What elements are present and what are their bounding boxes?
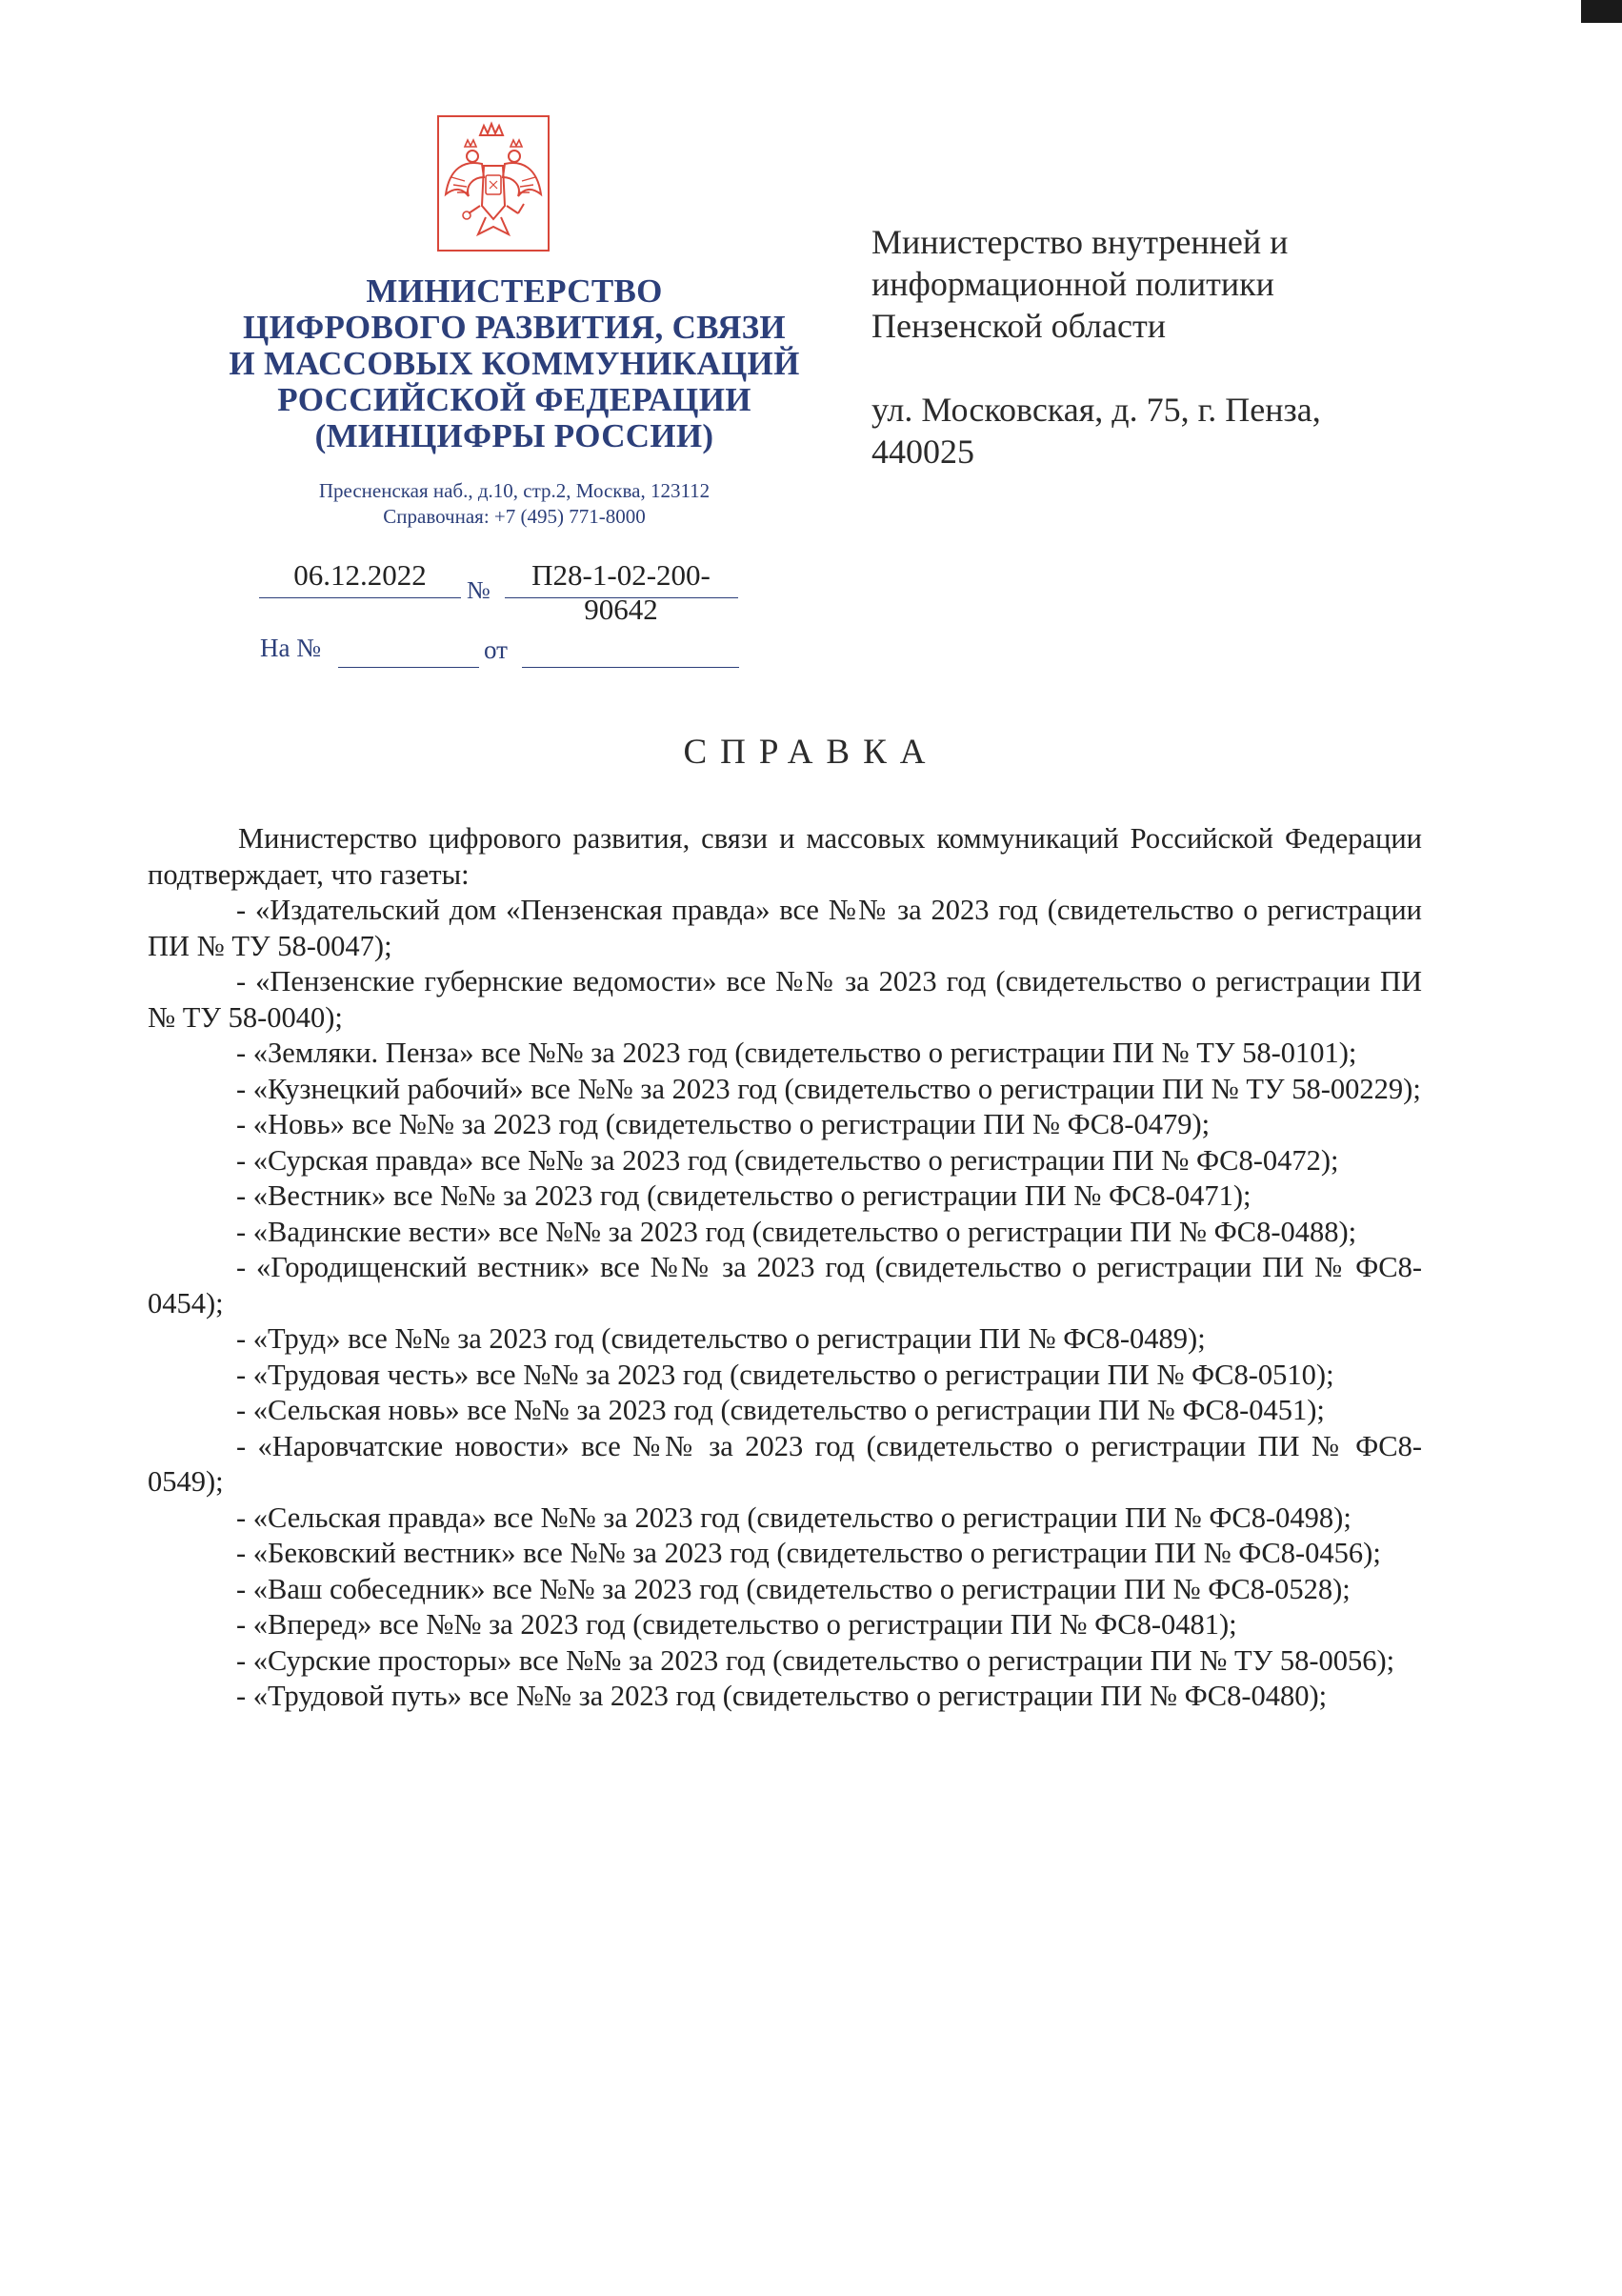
reply-to-label: На № — [260, 634, 321, 662]
intro-paragraph: Министерство цифрового развития, связи и массовых коммуникаций Российской Федерации подтверждает, что газеты: — [148, 822, 1422, 891]
recipient-name-line: Пензенской области — [871, 307, 1166, 345]
newspaper-item: - «Трудовая честь» все №№ за 2023 год (свидетельство о регистрации ПИ № ФС8-0510); — [236, 1358, 1334, 1391]
reply-number-blank — [338, 667, 479, 668]
newspaper-item: - «Бековский вестник» все №№ за 2023 год (свидетельство о регистрации ПИ № ФС8-0456); — [236, 1537, 1381, 1569]
document-title: СПРАВКА — [683, 733, 939, 772]
outgoing-number: П28-1-02-200-90642 — [531, 558, 711, 626]
ministry-name-line: (МИНЦИФРЫ РОССИИ) — [314, 417, 714, 454]
number-sign: № — [467, 576, 491, 604]
newspaper-item: - «Сельская правда» все №№ за 2023 год (свидетельство о регистрации ПИ № ФС8-0498); — [236, 1500, 1352, 1534]
document-body — [148, 821, 1422, 1715]
coat-of-arms-icon — [436, 114, 551, 252]
recipient-name-line: информационной политики — [871, 265, 1274, 303]
number-underline — [505, 597, 738, 598]
date-underline — [259, 597, 461, 598]
newspaper-item: - «Земляки. Пенза» все №№ за 2023 год (свидетельство о регистрации ПИ № ТУ 58-0101); — [236, 1037, 1357, 1069]
recipient-block — [871, 221, 1405, 473]
reply-from-label: от — [484, 635, 508, 664]
ministry-name-line: МИНИСТЕРСТВО — [366, 272, 663, 310]
ministry-address: Пресненская наб., д.10, стр.2, Москва, 123112 — [318, 479, 711, 502]
newspaper-item: - «Вестник» все №№ за 2023 год (свидетельство о регистрации ПИ № ФС8-0471); — [236, 1179, 1252, 1212]
ministry-contacts — [171, 478, 857, 530]
recipient-address-line: 440025 — [871, 433, 974, 471]
newspaper-item: - «Трудовой путь» все №№ за 2023 год (свидетельство о регистрации ПИ № ФС8-0480); — [236, 1680, 1328, 1712]
newspaper-item: - «Сельская новь» все №№ за 2023 год (свидетельство о регистрации ПИ № ФС8-0451); — [236, 1394, 1325, 1426]
newspaper-item: - «Вперед» все №№ за 2023 год (свидетельство о регистрации ПИ № ФС8-0481); — [236, 1608, 1237, 1641]
ministry-name — [171, 273, 857, 454]
newspaper-item: - «Вадинские вести» все №№ за 2023 год (свидетельство о регистрации ПИ № ФС8-0488); — [236, 1215, 1357, 1248]
outgoing-date: 06.12.2022 — [293, 558, 427, 592]
newspaper-item: - «Сурские просторы» все №№ за 2023 год (свидетельство о регистрации ПИ № ТУ 58-0056); — [236, 1643, 1395, 1677]
newspaper-item: - «Труд» все №№ за 2023 год (свидетельство о регистрации ПИ № ФС8-0489); — [236, 1322, 1206, 1355]
scan-corner-mark — [1581, 0, 1622, 23]
recipient-spacer — [871, 347, 1405, 389]
newspaper-item: - «Ваш собеседник» все №№ за 2023 год (свидетельство о регистрации ПИ № ФС8-0528); — [236, 1572, 1351, 1605]
emblem-graphic — [436, 114, 551, 252]
recipient-address-line: ул. Московская, д. 75, г. Пенза, — [871, 391, 1321, 429]
ministry-name-line: РОССИЙСКОЙ ФЕДЕРАЦИИ — [277, 381, 751, 418]
newspaper-item: - «Пензенские губернские ведомости» все №№ за 2023 год (свидетельство о регистрации ПИ № ТУ 58-0040); — [148, 965, 1422, 1034]
newspaper-item: - «Кузнецкий рабочий» все №№ за 2023 год (свидетельство о регистрации ПИ № ТУ 58-00229); — [236, 1072, 1421, 1105]
newspaper-item: - «Новь» все №№ за 2023 год (свидетельство о регистрации ПИ № ФС8-0479); — [236, 1108, 1211, 1140]
newspaper-item: - «Издательский дом «Пензенская правда» все №№ за 2023 год (свидетельство о регистрации ПИ № ТУ 58-0047); — [148, 894, 1422, 962]
ministry-phone: Справочная: +7 (495) 771-8000 — [383, 505, 646, 528]
newspaper-item: - «Наровчатские новости» все №№ за 2023 год (свидетельство о регистрации ПИ № ФС8-0549); — [148, 1429, 1422, 1498]
newspaper-item: - «Сурская правда» все №№ за 2023 год (свидетельство о регистрации ПИ № ФС8-0472); — [236, 1143, 1339, 1177]
recipient-name-line: Министерство внутренней и — [871, 223, 1289, 261]
newspaper-item: - «Городищенский вестник» все №№ за 2023 год (свидетельство о регистрации ПИ № ФС8-0454); — [148, 1251, 1422, 1319]
ministry-name-line: ЦИФРОВОГО РАЗВИТИЯ, СВЯЗИ — [243, 309, 786, 346]
reply-date-blank — [522, 667, 739, 668]
ministry-name-line: И МАССОВЫХ КОММУНИКАЦИЙ — [229, 345, 800, 382]
